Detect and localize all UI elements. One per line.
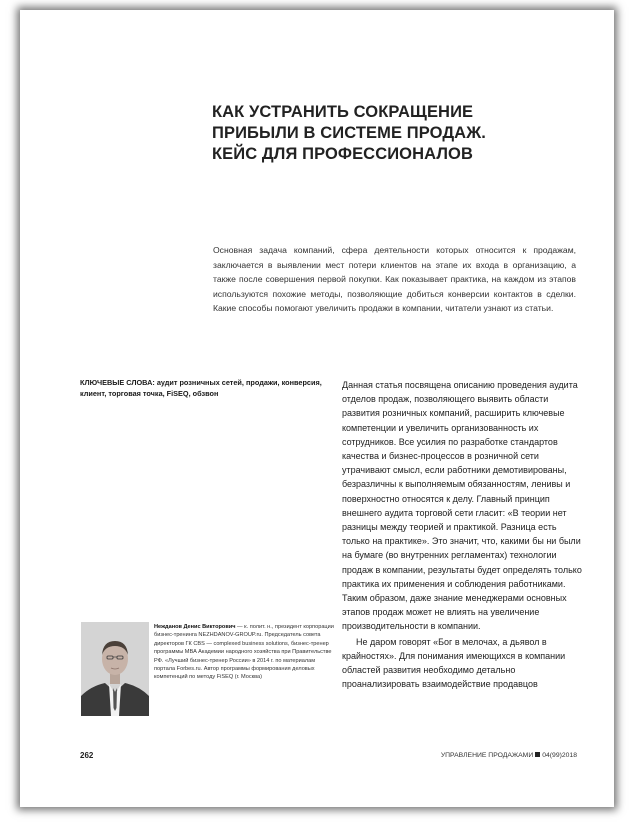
author-bio <box>154 623 334 682</box>
journal-footer <box>441 752 577 759</box>
title-line: КАК УСТРАНИТЬ СОКРАЩЕНИЕ <box>212 103 474 121</box>
article-lead: Основная задача компаний, сфера деятельности которых относится к продажам, заключается в выявлении мест потери клиентов на этапе их входа в организацию, а также после совершения первой покупки. Как показывает практика, на каждом из этапов используются похожие методы, позволяющие добиться конверсии контактов в сделки. Какие способы помогают увеличить продажи в компании, читатели узнают из статьи. <box>213 245 576 313</box>
author-photo <box>81 622 149 716</box>
body-paragraph: Данная статья посвящена описанию проведения аудита отделов продаж, позволяющего выявить области развития розничных компаний, расширить ключевые компетенции и увеличить организованность их сотрудников. Все усилия по разработке стандартов качества и бизнес-процессов в розничной сети утрачивают смысл, если работники демотивированы, безразличны к выполняемым обязанностям, ленивы и поверхностно относятся к делу. Главный принцип внешнего аудита торговой сети гласит: «В теории нет разницы между теорией и практикой. Разница есть только на практике». Это значит, что, какими бы ни были на бумаге (во внутренних регламентах) технологии продаж в компании, результаты будет определять только практика их применения и соблюдения работниками. Таким образом, даже знание менеджерами основных этапов продаж может не влиять на увеличение производительности в компании. <box>342 380 582 632</box>
title-line: КЕЙС ДЛЯ ПРОФЕССИОНАЛОВ <box>212 145 473 163</box>
keywords-text: аудит розничных сетей, продажи, конверсия, клиент, торговая точка, FiSEQ, обзвон <box>80 378 322 398</box>
magazine-page <box>20 10 614 807</box>
journal-name: УПРАВЛЕНИЕ ПРОДАЖАМИ <box>440 752 534 759</box>
keywords <box>80 378 335 399</box>
journal-issue: 04(99)2018 <box>542 752 577 759</box>
keywords-label: КЛЮЧЕВЫЕ СЛОВА: <box>80 378 155 387</box>
page-number: 262 <box>80 751 94 760</box>
author-name: Нежданов Денис Викторович <box>154 624 236 630</box>
author-description: — к. полит. н., президент корпорации бизнес-тренинга NEZHDANOV-GROUP.ru. Председатель совета директоров ГК CBS — complexed business solutions, бизнес-тренер программы MBA Академии народного хозяйства при Правительстве РФ. «Лучший бизнес-тренер России» в 2014 г. по материалам портала Forbes.ru. Автор программы формирования деловых компетенций по методу FiSEQ (г. Москва) <box>154 624 334 681</box>
article-body <box>342 378 582 691</box>
body-paragraph: Не даром говорят «Бог в мелочах, а дьявол в крайностях». Для понимания имеющихся в компании областей развития необходимо детально проанализировать взаимодействие продавцов <box>342 636 566 690</box>
title-line: ПРИБЫЛИ В СИСТЕМЕ ПРОДАЖ. <box>212 124 486 142</box>
author-portrait-icon <box>81 622 149 716</box>
square-bullet-icon <box>535 752 540 757</box>
article-title <box>212 102 542 165</box>
